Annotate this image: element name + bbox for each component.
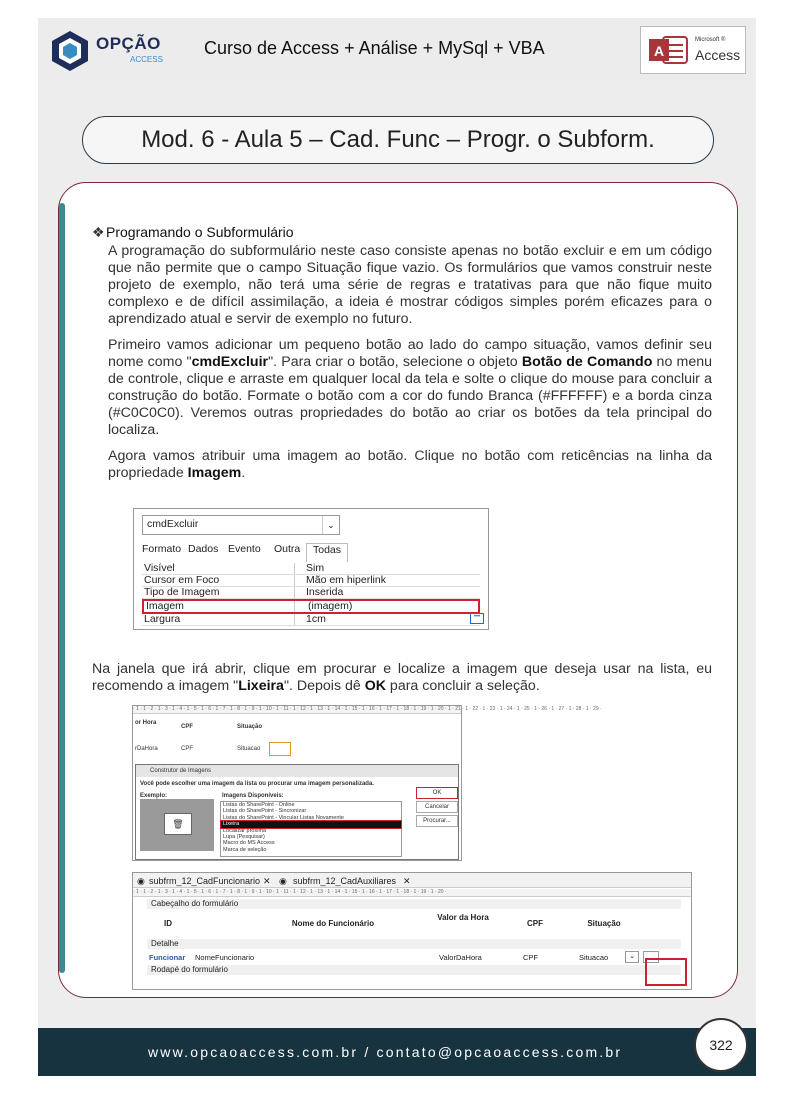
row-situacao: Situacao	[237, 746, 261, 752]
list-item: Lupa (Pesquisar)	[223, 834, 265, 841]
p3-b: Imagem	[187, 465, 242, 481]
col-situacao: Situação	[237, 724, 263, 730]
p3-a: Agora vamos atribuir uma imagem ao botão. Clique no botão com reticências na linha da propriedade	[108, 448, 712, 481]
chevron-down-icon: ⌄	[322, 516, 339, 534]
object-combo	[142, 515, 340, 535]
p2-e: no menu de controle, clique e arraste em qualquer local da tela e solte o clique do mouse para concluir a construção do botão. Formate o botão com a cor do fundo Branca (#FFFFFF) e a borda cinza (#C0C0C0). Veremos outras propriedades do botão ao criar os botões da tela principal do localiza.	[108, 354, 712, 438]
ruler: · 1 · 1 · 2 · 1 · 3 · 1 · 4 · 1 · 5 · 1 · 6 · 1 · 7 · 1 · 8 · 1 · 9 · 1 · 10 · 1 · 11 · 1 · 12 · 1 · 13 · 1 · 14 · 1 · 15 · 1 · 16 · 1 · 17 · 1 · 18 · 1 · 19 · 1 · 20 · 1 · 21 · 1 · 22 · 1 · 23 · 1 · 24 · 1 · 25 · 1 · 26 · 1 · 27 · 1 · 28 · 1 · 29 ·	[133, 706, 602, 712]
trash-icon: 🗑	[164, 813, 192, 835]
p4-b: Lixeira	[238, 678, 284, 694]
tab-todas: Todas	[306, 543, 348, 562]
p2-a: Primeiro vamos adicionar um pequeno botão ao lado do campo situação, vamos definir seu nome como "	[108, 337, 712, 370]
image-builder-dialog	[135, 764, 459, 860]
paragraph-2	[108, 337, 712, 439]
property-key: Cursor em Foco	[144, 574, 220, 586]
subform-design-screenshot	[132, 872, 692, 990]
band-header: Cabeçalho do formulário	[147, 899, 681, 909]
property-value: Inserida	[306, 586, 344, 598]
property-key: Largura	[144, 613, 181, 625]
page	[38, 18, 756, 1076]
header	[38, 18, 756, 82]
accent-bar	[59, 203, 65, 973]
ruler: · 1 · 1 · 2 · 1 · 3 · 1 · 4 · 1 · 5 · 1 · 6 · 1 · 7 · 1 · 8 · 1 · 9 · 1 · 10 · 1 · 11 · 1 · 12 · 1 · 13 · 1 · 14 · 1 · 15 · 1 · 16 · 1 · 17 · 1 · 18 · 1 · 19 · 1 · 20 ·	[133, 889, 691, 897]
tab-subfrm-cadfuncionario: subfrm_12_CadFuncionario	[149, 876, 261, 886]
p3-c: .	[241, 465, 246, 481]
list-item: Macro do MS Access	[223, 840, 275, 847]
image-builder-screenshot	[132, 705, 602, 861]
diamond-bullet-icon: ❖	[92, 224, 105, 240]
paragraph-3	[108, 448, 712, 482]
header-valor: Valor da Hora	[437, 913, 489, 922]
property-value: (imagem)	[308, 600, 353, 612]
course-title: Curso de Access + Análise + MySql + VBA	[204, 38, 545, 58]
col-cpf: CPF	[181, 724, 193, 730]
access-ms-label: Microsoft ®	[695, 37, 726, 43]
header-nome: Nome do Funcionário	[291, 919, 375, 928]
logo-word: OPÇÃO	[96, 34, 161, 53]
ok-button: OK	[416, 787, 458, 799]
logo-sub: ACCESS	[130, 55, 163, 64]
tab-outra: Outra	[274, 543, 301, 555]
p2-c: ". Para criar o botão, selecione o objeto	[268, 354, 522, 370]
paragraph-4	[92, 661, 712, 695]
detail-id: Funcionar	[149, 953, 186, 962]
p4-c: ". Depois dê	[283, 678, 365, 694]
detail-valor: ValorDaHora	[439, 953, 482, 962]
list-item: Marca de seleção	[223, 846, 267, 853]
band-detail: Detalhe	[147, 939, 681, 949]
example-preview	[140, 799, 214, 851]
property-grid	[142, 563, 480, 626]
chevron-down-icon: ⌄	[625, 951, 639, 963]
footer	[38, 1028, 756, 1076]
list-item: Listas do SharePoint - Sincronizar	[223, 808, 307, 815]
red-highlight-box	[645, 958, 687, 986]
page-number: 322	[694, 1018, 748, 1072]
list-item: Listas do SharePoint - Online	[223, 802, 295, 808]
p2-d: Botão de Comando	[521, 354, 653, 370]
p4-d: OK	[364, 678, 386, 694]
dialog-title: Construtor de Imagens	[136, 765, 458, 777]
footer-contact: www.opcaoaccess.com.br / contato@opcaoaccess.com.br	[148, 1044, 623, 1060]
form-icon: ◉	[137, 876, 145, 886]
dialog-message: Você pode escolher uma imagem da lista ou procurar uma imagem personalizada.	[140, 781, 374, 787]
object-combo-value: cmdExcluir	[147, 518, 199, 530]
p4-e: para concluir a seleção.	[385, 678, 540, 694]
list-item: Listas do SharePoint - Vincular Listas Novamente	[223, 814, 344, 821]
tab-evento: Evento	[228, 543, 261, 555]
image-list	[220, 801, 402, 857]
property-sheet-screenshot	[133, 508, 489, 630]
svg-text:A: A	[653, 43, 665, 59]
module-title: Mod. 6 - Aula 5 – Cad. Func – Progr. o Subform.	[82, 116, 714, 164]
property-row	[142, 614, 480, 626]
header-situacao: Situação	[587, 919, 621, 928]
access-label: Access	[695, 47, 741, 63]
row-cpf: CPF	[181, 746, 193, 752]
browse-button: Procurar...	[416, 815, 458, 827]
list-item: Localizar próxima	[223, 827, 267, 834]
property-key: Visível	[144, 562, 175, 574]
ellipsis-button-icon: •••	[470, 613, 484, 624]
cancel-button: Cancelar	[416, 801, 458, 813]
paragraph-1: A programação do subformulário neste caso consiste apenas no botão excluir e em um código que não permite que o campo Situação fique vazio. Os formulários que vamos construir neste projeto de exemplo, não terá uma série de regras e tratativas para que não fique muito complexo e de difícil assimilação, a ideia é mostrar códigos simples porém eficazes para o aprendizado atual e servir de exemplo no futuro.	[108, 243, 712, 327]
tab-formato: Formato	[142, 543, 182, 555]
property-tabs	[142, 543, 482, 561]
content-body	[92, 224, 712, 491]
property-key: Imagem	[146, 600, 184, 612]
property-value: Mão em hiperlink	[306, 574, 386, 586]
close-icon: ✕	[403, 876, 411, 886]
opcao-access-logo	[50, 28, 180, 74]
detail-situacao: Situacao	[579, 953, 609, 962]
property-key: Tipo de Imagem	[144, 586, 220, 598]
property-row	[142, 587, 480, 599]
content-card	[58, 182, 738, 998]
col-hora: or Hora	[135, 720, 157, 726]
hexagon-logo-icon	[50, 30, 90, 72]
available-label: Imagens Disponíveis:	[222, 793, 284, 799]
button-highlight	[269, 742, 291, 756]
access-logo	[640, 26, 746, 74]
detail-nome: NomeFuncionario	[195, 953, 255, 962]
header-id: ID	[164, 919, 172, 928]
header-cpf: CPF	[527, 919, 543, 928]
tab-subfrm-cadauxiliares: subfrm_12_CadAuxiliares	[293, 876, 397, 886]
form-icon: ◉	[279, 876, 287, 886]
detail-cpf: CPF	[523, 953, 538, 962]
band-footer: Rodapé do formulário	[147, 965, 681, 975]
tab-dados: Dados	[188, 543, 219, 555]
property-row-highlighted	[142, 599, 480, 614]
list-item-selected: Lixeira	[221, 821, 401, 827]
p4-a: Na janela que irá abrir, clique em procurar e localize a imagem que deseja usar na lista, eu recomendo a imagem "	[92, 661, 712, 694]
p2-b: cmdExcluir	[191, 354, 269, 370]
access-app-icon	[649, 35, 689, 65]
section-heading-text: Programando o Subformulário	[106, 224, 294, 240]
section-heading	[92, 224, 712, 241]
property-value: 1cm	[306, 613, 326, 625]
property-value: Sim	[306, 562, 325, 574]
close-icon: ✕	[263, 876, 271, 886]
example-label: Exemplo:	[140, 793, 168, 799]
row-hora: rDaHora	[135, 746, 158, 752]
